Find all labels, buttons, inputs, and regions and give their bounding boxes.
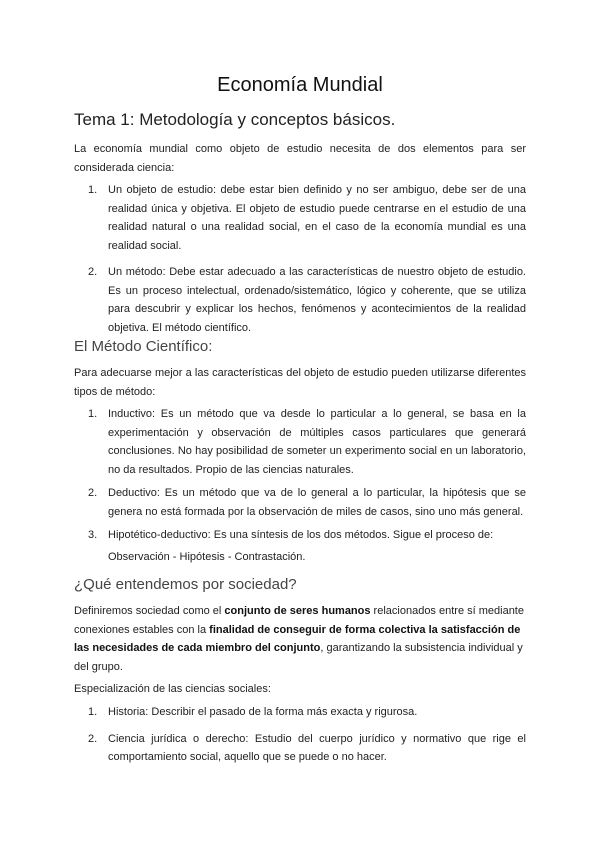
list-number: 2. (88, 487, 98, 499)
intro-paragraph: La economía mundial como objeto de estudio necesita de dos elementos para ser considerada ciencia: (74, 143, 526, 174)
process-steps: Observación - Hipótesis - Contrastación. (108, 550, 306, 563)
specialization-list (74, 703, 526, 775)
list-number: 2. (88, 732, 98, 745)
society-text: relacionados entre sí mediante conexiones estables con la (74, 605, 524, 636)
society-paragraph (74, 602, 526, 676)
method-heading: El Método Científico: (74, 338, 213, 355)
list-text: Historia: Describir el pasado de la forma más exacta y rigurosa. (108, 706, 418, 718)
society-bold: finalidad de conseguir de forma colectiva la satisfacción de las necesidades de cada miembro del conjunto (74, 623, 521, 654)
specialization-intro: Especialización de las ciencias sociales: (74, 683, 271, 695)
study-elements-list (74, 181, 526, 345)
list-item (74, 730, 526, 767)
list-text: Deductivo: Es un método que va de lo general a lo particular, la hipótesis que se genera no está formada por la observación de miles de casos, sino uno más general. (108, 487, 526, 518)
society-bold: conjunto de seres humanos (224, 605, 371, 617)
society-text: , garantizando la subsistencia individual y del grupo. (74, 642, 523, 673)
list-number: 1. (88, 184, 98, 196)
methods-list (74, 405, 526, 571)
list-item (74, 703, 526, 722)
list-text: Un objeto de estudio: debe estar bien definido y no ser ambiguo, debe ser de una realidad única y objetiva. El objeto de estudio puede centrarse en el estudio de una realidad natural o una realidad social, en el caso de la economía mundial es una realidad social. (108, 184, 526, 252)
list-text: Inductivo: Es un método que va desde lo particular a lo general, se basa en la experimentación y observación de múltiples casos particulares que generará conclusiones. No hay posibilidad de someter un experimento social en un laboratorio, no da resultados. Propio de las ciencias naturales. (108, 408, 526, 476)
list-number: 2. (88, 266, 98, 278)
list-text: Un método: Debe estar adecuado a las características de nuestro objeto de estudio. Es un proceso intelectual, ordenado/sistemático, lógico y coherente, que se utiliza para descubrir y explicar los hechos, fenómenos y acontecimientos de la realidad objetiva. El método científico. (108, 266, 526, 334)
list-number: 1. (88, 408, 98, 420)
document-title: Economía Mundial (217, 74, 383, 96)
list-item (74, 526, 526, 566)
list-text: Ciencia jurídica o derecho: Estudio del cuerpo jurídico y normativo que rige el comportamiento social, aquello que se puede o no hacer. (108, 732, 526, 763)
list-text: Hipotético-deductivo: Es una síntesis de los dos métodos. Sigue el proceso de: (108, 529, 494, 541)
society-heading: ¿Qué entendemos por sociedad? (74, 576, 297, 593)
method-intro-paragraph: Para adecuarse mejor a las características del objeto de estudio pueden utilizarse diferentes tipos de método: (74, 367, 526, 398)
society-text: Definiremos sociedad como el (74, 605, 225, 617)
list-item (74, 263, 526, 337)
topic-heading: Tema 1: Metodología y conceptos básicos. (74, 110, 396, 129)
list-item (74, 405, 526, 479)
list-number: 1. (88, 706, 98, 718)
list-item (74, 484, 526, 521)
list-number: 3. (88, 529, 98, 541)
list-item (74, 181, 526, 255)
